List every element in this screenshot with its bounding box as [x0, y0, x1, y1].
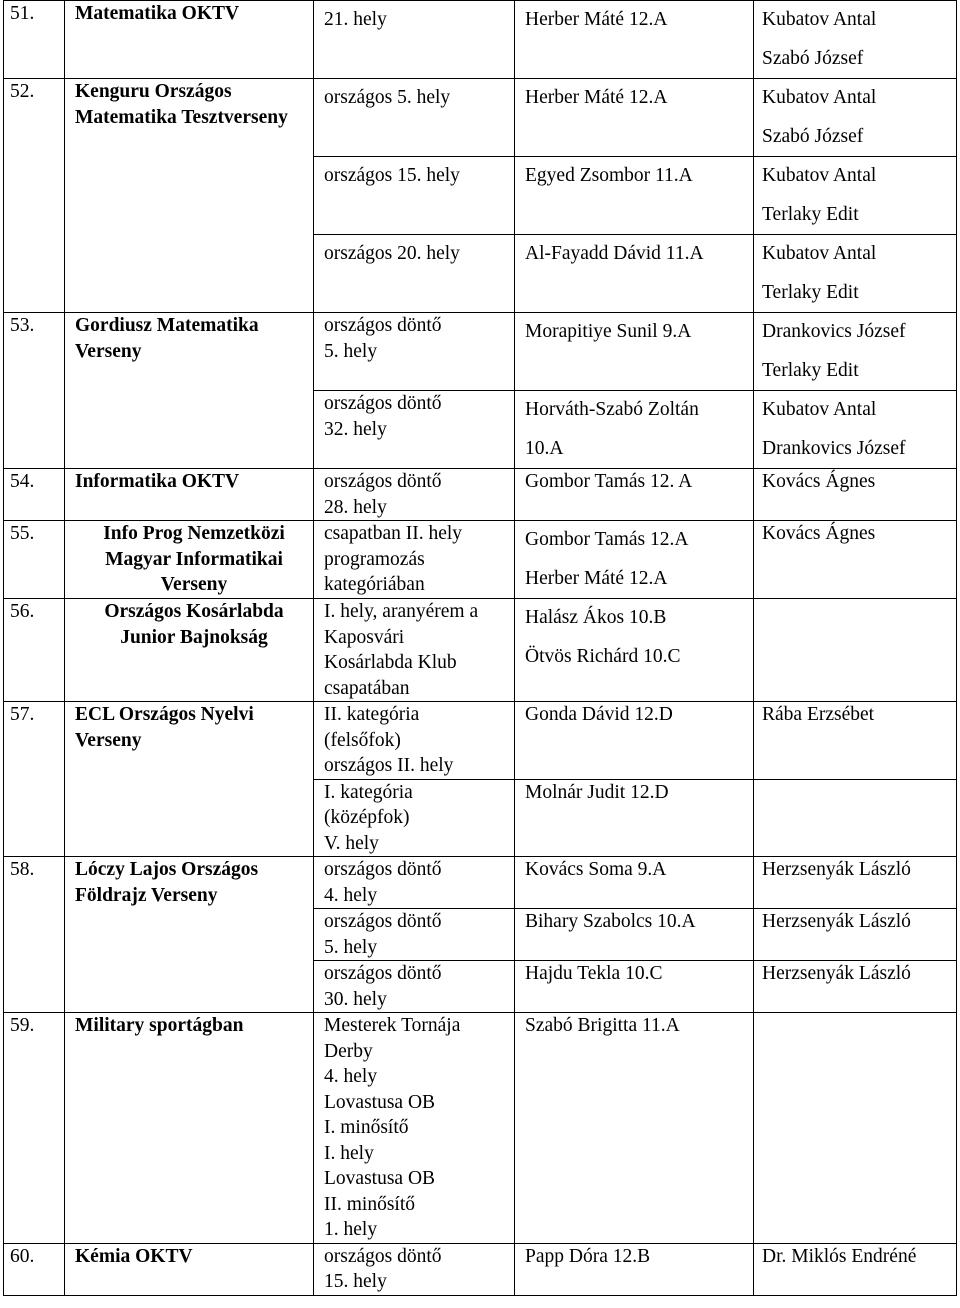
- cell-line: II. minősítő: [324, 1193, 415, 1215]
- result-cell: [314, 961, 515, 1013]
- cell-line: Gonda Dávid 12.D: [525, 704, 673, 725]
- result-cell: [314, 1243, 515, 1295]
- cell-line: országos döntő: [324, 315, 442, 336]
- cell-line: országos döntő: [324, 859, 442, 880]
- teacher-cell: [754, 391, 957, 469]
- teacher-cell: [754, 79, 957, 157]
- cell-line: Kubatov Antal: [762, 399, 877, 420]
- table-row: [4, 79, 957, 157]
- result-cell: [314, 702, 515, 780]
- teacher-cell: [754, 157, 957, 235]
- cell-line: 10.A: [525, 437, 564, 459]
- cell-line: kategóriában: [324, 574, 425, 595]
- competition-results-table: [3, 0, 957, 1296]
- cell-line: Kaposvári: [324, 626, 405, 648]
- cell-line: I. hely: [324, 1142, 374, 1164]
- student-cell: [515, 599, 754, 702]
- teacher-cell: [754, 857, 957, 909]
- result-cell: [314, 909, 515, 961]
- cell-line: 30. hely: [324, 988, 387, 1010]
- result-cell: [314, 469, 515, 521]
- result-cell: [314, 79, 515, 157]
- cell-line: országos döntő: [324, 911, 442, 932]
- table-row: [4, 1013, 957, 1244]
- row-number: 55.: [4, 521, 65, 599]
- cell-line: Gombor Tamás 12. A: [525, 471, 693, 492]
- teacher-cell: [754, 599, 957, 702]
- cell-line: Szabó József: [762, 47, 864, 69]
- student-cell: [515, 779, 754, 857]
- cell-line: Drankovics József: [762, 321, 906, 342]
- cell-line: országos döntő: [324, 393, 442, 414]
- result-cell: [314, 157, 515, 235]
- cell-line: Terlaky Edit: [762, 203, 859, 225]
- cell-line: Herzsenyák László: [762, 859, 911, 880]
- table-row: [4, 1243, 957, 1295]
- cell-line: Dr. Miklós Endréné: [762, 1245, 917, 1267]
- cell-line: V. hely: [324, 832, 379, 854]
- teacher-cell: [754, 521, 957, 599]
- cell-line: Kovács Soma 9.A: [525, 859, 667, 880]
- cell-line: Herber Máté 12.A: [525, 9, 668, 30]
- teacher-cell: [754, 313, 957, 391]
- cell-line: Lovastusa OB: [324, 1168, 436, 1189]
- cell-line: Horváth-Szabó Zoltán: [525, 399, 699, 420]
- competition-name: ECL Országos Nyelvi Verseny: [65, 702, 314, 857]
- row-number: 52.: [4, 79, 65, 313]
- teacher-cell: [754, 909, 957, 961]
- teacher-cell: [754, 1, 957, 79]
- teacher-cell: [754, 235, 957, 313]
- cell-line: Papp Dóra 12.B: [525, 1245, 651, 1267]
- table-row: [4, 857, 957, 909]
- cell-line: Gombor Tamás 12.A: [525, 529, 689, 550]
- row-number: 57.: [4, 702, 65, 857]
- cell-line: országos 20. hely: [324, 243, 460, 264]
- result-cell: [314, 599, 515, 702]
- student-cell: [515, 235, 754, 313]
- cell-line: országos 15. hely: [324, 165, 460, 186]
- result-cell: [314, 521, 515, 599]
- cell-line: Terlaky Edit: [762, 359, 859, 381]
- row-number: 58.: [4, 857, 65, 1013]
- cell-line: Derby: [324, 1040, 373, 1062]
- cell-line: csapatban II. hely: [324, 523, 463, 544]
- competition-name: Info Prog Nemzetközi Magyar Informatikai Verseny: [65, 521, 314, 599]
- cell-line: Kubatov Antal: [762, 165, 877, 186]
- cell-line: országos döntő: [324, 963, 442, 984]
- cell-line: Egyed Zsombor 11.A: [525, 165, 693, 186]
- cell-line: 4. hely: [324, 1066, 378, 1087]
- cell-line: I. minősítő: [324, 1117, 409, 1138]
- competition-name: Matematika OKTV: [65, 1, 314, 79]
- cell-line: Rába Erzsébet: [762, 704, 875, 725]
- student-cell: [515, 909, 754, 961]
- cell-line: Mesterek Tornája: [324, 1015, 461, 1036]
- competition-name: Military sportágban: [65, 1013, 314, 1244]
- cell-line: Kovács Ágnes: [762, 523, 876, 544]
- row-number: 53.: [4, 313, 65, 469]
- row-number: 51.: [4, 1, 65, 79]
- table-row: [4, 521, 957, 599]
- cell-line: országos 5. hely: [324, 87, 451, 108]
- result-cell: [314, 779, 515, 857]
- cell-line: II. kategória: [324, 704, 420, 725]
- teacher-cell: [754, 961, 957, 1013]
- student-cell: [515, 79, 754, 157]
- cell-line: Kosárlabda Klub: [324, 652, 457, 673]
- row-number: 54.: [4, 469, 65, 521]
- competition-name: Kenguru Országos Matematika Tesztverseny: [65, 79, 314, 313]
- table-row: [4, 469, 957, 521]
- cell-line: Kubatov Antal: [762, 243, 877, 264]
- cell-line: 21. hely: [324, 9, 387, 30]
- student-cell: [515, 313, 754, 391]
- result-cell: [314, 1, 515, 79]
- cell-line: Terlaky Edit: [762, 281, 859, 303]
- competition-name: Lóczy Lajos Országos Földrajz Verseny: [65, 857, 314, 1013]
- cell-line: Halász Ákos 10.B: [525, 607, 667, 628]
- cell-line: Kubatov Antal: [762, 87, 877, 108]
- row-number: 59.: [4, 1013, 65, 1244]
- teacher-cell: [754, 469, 957, 521]
- cell-line: Kubatov Antal: [762, 9, 877, 30]
- cell-line: (felsőfok): [324, 729, 401, 751]
- teacher-cell: [754, 1243, 957, 1295]
- cell-line: Bihary Szabolcs 10.A: [525, 911, 696, 932]
- cell-line: (középfok): [324, 807, 410, 828]
- cell-line: I. kategória: [324, 781, 413, 803]
- competition-name: Gordiusz Matematika Verseny: [65, 313, 314, 469]
- teacher-cell: [754, 1013, 957, 1244]
- cell-line: 5. hely: [324, 936, 378, 958]
- cell-line: országos II. hely: [324, 755, 454, 776]
- student-cell: [515, 469, 754, 521]
- student-cell: [515, 157, 754, 235]
- cell-line: 32. hely: [324, 418, 387, 440]
- cell-line: 4. hely: [324, 884, 378, 906]
- cell-line: Lovastusa OB: [324, 1091, 436, 1113]
- cell-line: Morapitiye Sunil 9.A: [525, 321, 692, 342]
- cell-line: Szabó Brigitta 11.A: [525, 1015, 680, 1036]
- teacher-cell: [754, 779, 957, 857]
- result-cell: [314, 235, 515, 313]
- cell-line: országos döntő: [324, 471, 442, 492]
- cell-line: Herber Máté 12.A: [525, 567, 668, 589]
- result-cell: [314, 1013, 515, 1244]
- cell-line: I. hely, aranyérem a: [324, 601, 479, 622]
- result-cell: [314, 391, 515, 469]
- cell-line: 5. hely: [324, 340, 378, 362]
- student-cell: [515, 1, 754, 79]
- cell-line: Herzsenyák László: [762, 911, 911, 932]
- cell-line: Kovács Ágnes: [762, 471, 876, 492]
- competition-name: Informatika OKTV: [65, 469, 314, 521]
- cell-line: 15. hely: [324, 1271, 387, 1292]
- cell-line: Molnár Judit 12.D: [525, 781, 669, 803]
- competition-name: Országos Kosárlabda Junior Bajnokság: [65, 599, 314, 702]
- result-cell: [314, 313, 515, 391]
- cell-line: országos döntő: [324, 1245, 442, 1267]
- student-cell: [515, 391, 754, 469]
- competition-name: Kémia OKTV: [65, 1243, 314, 1295]
- cell-line: Al-Fayadd Dávid 11.A: [525, 243, 704, 264]
- student-cell: [515, 1243, 754, 1295]
- cell-line: Herzsenyák László: [762, 963, 911, 984]
- cell-line: 1. hely: [324, 1219, 378, 1240]
- cell-line: Szabó József: [762, 125, 864, 147]
- cell-line: csapatában: [324, 677, 410, 699]
- cell-line: Drankovics József: [762, 437, 906, 459]
- row-number: 56.: [4, 599, 65, 702]
- cell-line: programozás: [324, 548, 425, 570]
- table-row: [4, 599, 957, 702]
- student-cell: [515, 857, 754, 909]
- cell-line: 28. hely: [324, 496, 387, 518]
- table-row: [4, 1, 957, 79]
- table-row: [4, 702, 957, 780]
- result-cell: [314, 857, 515, 909]
- row-number: 60.: [4, 1243, 65, 1295]
- cell-line: Hajdu Tekla 10.C: [525, 963, 663, 984]
- table-row: [4, 313, 957, 391]
- cell-line: Herber Máté 12.A: [525, 87, 668, 108]
- student-cell: [515, 961, 754, 1013]
- student-cell: [515, 702, 754, 780]
- student-cell: [515, 521, 754, 599]
- teacher-cell: [754, 702, 957, 780]
- student-cell: [515, 1013, 754, 1244]
- cell-line: Ötvös Richárd 10.C: [525, 645, 681, 667]
